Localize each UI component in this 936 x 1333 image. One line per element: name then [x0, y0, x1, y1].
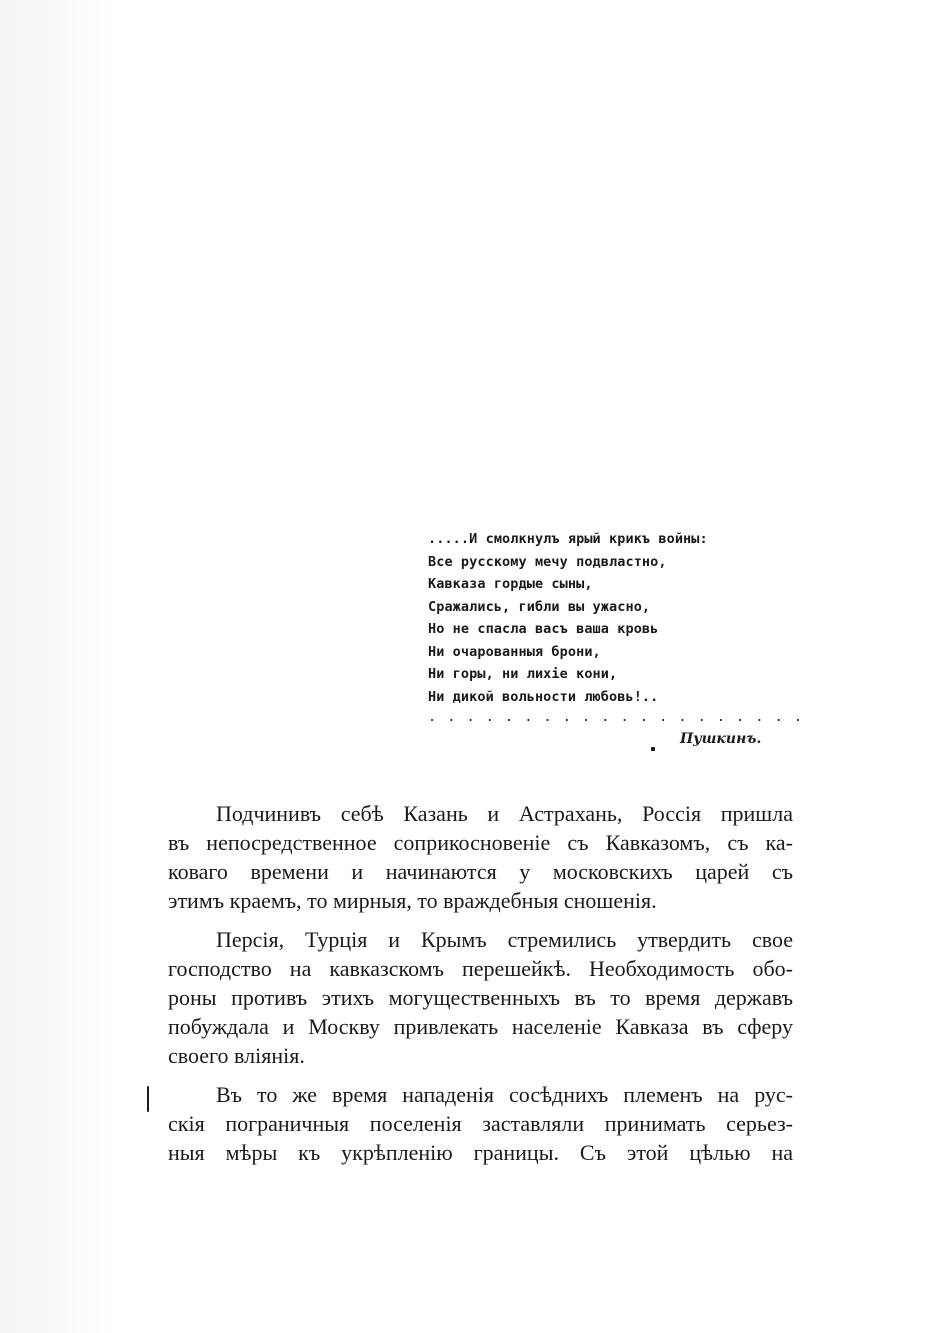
text-line: этимъ краемъ, то мирныя, то враждебныя сношенія. — [168, 888, 657, 913]
paragraph — [168, 799, 793, 915]
text-line: Подчинивъ себѣ Казань и Астрахань, Россія пришла — [216, 801, 793, 826]
text-line: Въ то же время нападенія сосѣднихъ племенъ на рус- — [216, 1082, 793, 1107]
ink-speck — [651, 747, 655, 751]
text-line: господство на кавказскомъ перешейкѣ. Необходимость обо- — [168, 956, 793, 981]
paragraph — [168, 925, 793, 1070]
epigraph-line: Ни горы, ни лихіе кони, — [428, 666, 618, 682]
epigraph-line: Сражались, гибли вы ужасно, — [428, 598, 651, 615]
epigraph-ellipsis-row: . . . . . . . . . . . . . . . . . . . . — [428, 709, 804, 725]
epigraph-line: Кавказа гордые сыны, — [428, 576, 593, 592]
ink-mark — [147, 1086, 149, 1112]
text-line: ныя мѣры къ укрѣпленію границы. Съ этой цѣлью на — [168, 1140, 793, 1165]
epigraph-author: Пушкинъ. — [680, 731, 762, 747]
text-line: скія пограничныя поселенія заставляли принимать серьез- — [168, 1111, 793, 1136]
epigraph-line: .....И смолкнулъ ярый крикъ войны: — [428, 531, 708, 547]
text-line: своего вліянія. — [168, 1043, 305, 1068]
paragraph — [168, 1080, 793, 1167]
text-line: роны противъ этихъ могущественныхъ въ то время державъ — [168, 985, 793, 1010]
page-gutter-shade — [0, 0, 118, 1333]
epigraph-line: Ни очарованныя брони, — [428, 643, 601, 660]
text-line: въ непосредственное соприкосновеніе съ Кавказомъ, съ ка- — [168, 830, 793, 855]
body-text — [168, 799, 793, 1177]
text-line: коваго времени и начинаются у московскихъ царей съ — [168, 859, 793, 884]
epigraph-line: Но не спасла васъ ваша кровь — [428, 621, 659, 637]
epigraph-line: Все русскому мечу подвластно, — [428, 553, 667, 570]
epigraph — [428, 528, 804, 726]
epigraph-line: Ни дикой вольности любовь!.. — [428, 688, 659, 705]
text-line: Персія, Турція и Крымъ стремились утвердить свое — [216, 927, 793, 952]
text-line: побуждала и Москву привлекать населеніе Кавказа въ сферу — [168, 1014, 793, 1039]
